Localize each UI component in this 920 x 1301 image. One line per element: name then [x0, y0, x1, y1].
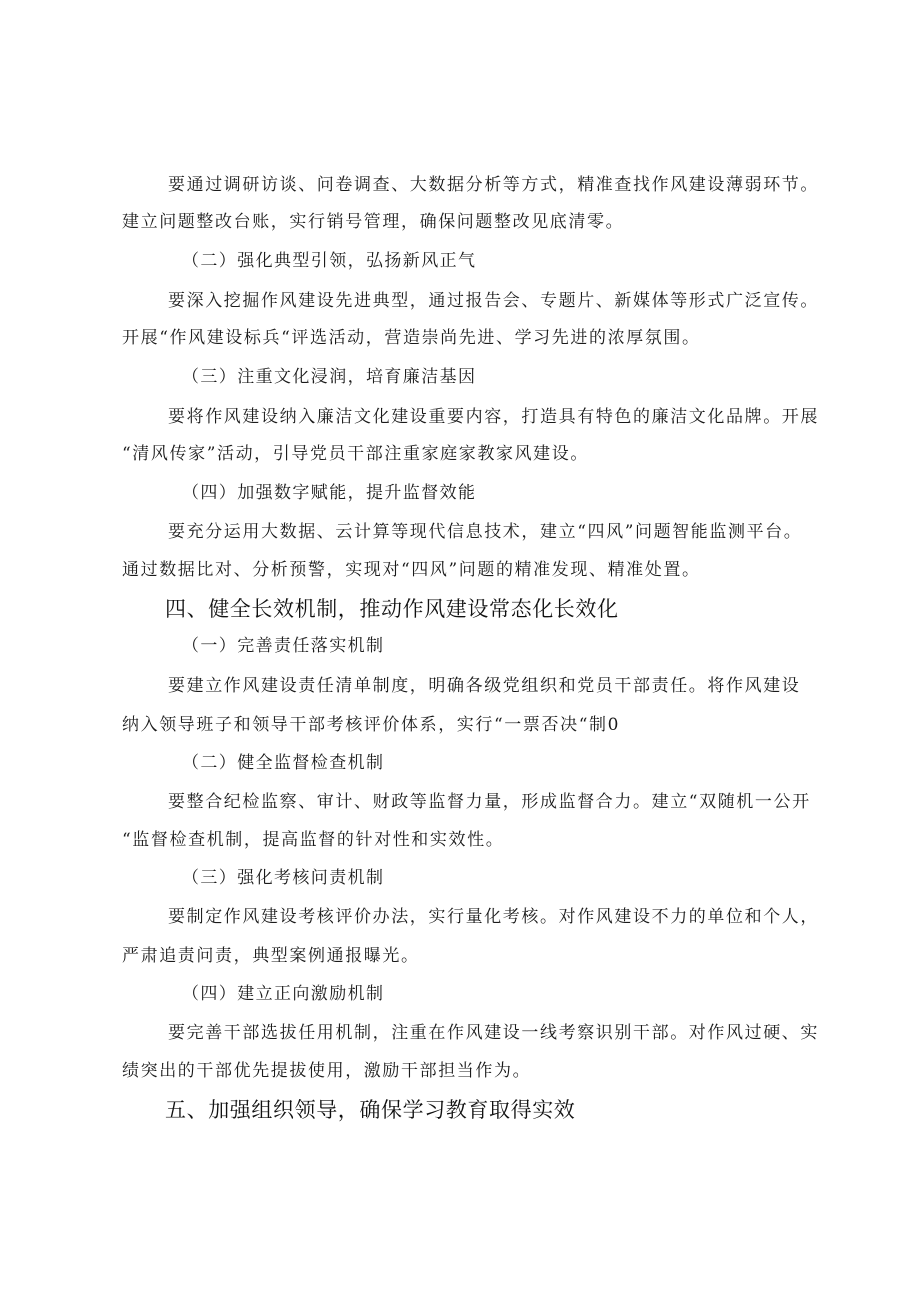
- paragraph-line: 通过数据比对、分析预警，实现对“四风”问题的精准发现、精准处置。: [122, 560, 701, 580]
- paragraph-line: 严肃追责问责，典型案例通报曝光。: [122, 946, 420, 966]
- subsection-title: （三）强化考核问责机制: [182, 868, 385, 888]
- paragraph-line: 纳入领导班子和领导干部考核评价体系，实行“一票否决“制0: [122, 715, 620, 735]
- paragraph-line: 开展“作风建设标兵“评选活动，营造崇尚先进、学习先进的浓厚氛围。: [122, 328, 701, 348]
- paragraph-line: 建立问题整改台账，实行销号管理，确保问题整改见底清零。: [122, 212, 625, 232]
- paragraph-line: 要完善干部选拔任用机制，注重在作风建设一线考察识别干部。对作风过硬、实: [168, 1023, 819, 1043]
- paragraph-line: 要制定作风建设考核评价办法，实行量化考核。对作风建设不力的单位和个人，: [168, 907, 819, 927]
- section-heading: 四、健全长效机制，推动作风建设常态化长效化: [165, 597, 619, 621]
- paragraph-line: 要通过调研访谈、问卷调查、大数据分析等方式，精准查找作风建设薄弱环节。: [168, 175, 819, 195]
- subsection-title: （三）注重文化浸润，培育廉洁基因: [182, 367, 477, 387]
- subsection-title: （四）建立正向激励机制: [182, 984, 385, 1004]
- paragraph-line: 绩突出的干部优先提拔使用，激励干部担当作为。: [122, 1061, 532, 1081]
- paragraph-line: 要将作风建设纳入廉洁文化建设重要内容，打造具有特色的廉洁文化品牌。开展: [168, 407, 819, 427]
- paragraph-line: 要建立作风建设责任清单制度，明确各级党组织和党员干部责任。将作风建设: [168, 676, 801, 696]
- paragraph-line: 要充分运用大数据、云计算等现代信息技术，建立“四风”问题智能监测平台。: [168, 522, 803, 542]
- paragraph-line: “监督检查机制，提高监督的针对性和实效性。: [122, 830, 505, 850]
- subsection-title: （二）强化典型引领，弘扬新风正气: [182, 251, 477, 271]
- subsection-title: （四）加强数字赋能，提升监督效能: [182, 483, 477, 503]
- section-heading: 五、加强组织领导，确保学习教育取得实效: [165, 1098, 576, 1122]
- paragraph-line: “清风传家”活动，引导党员干部注重家庭家教家风建设。: [122, 444, 589, 464]
- paragraph-line: 要深入挖掘作风建设先进典型，通过报告会、专题片、新媒体等形式广泛宣传。: [168, 291, 819, 311]
- paragraph-line: 要整合纪检监察、审计、财政等监督力量，形成监督合力。建立“双随机一公开: [168, 792, 811, 812]
- subsection-title: （一）完善责任落实机制: [182, 636, 385, 656]
- subsection-title: （二）健全监督检查机制: [182, 753, 385, 773]
